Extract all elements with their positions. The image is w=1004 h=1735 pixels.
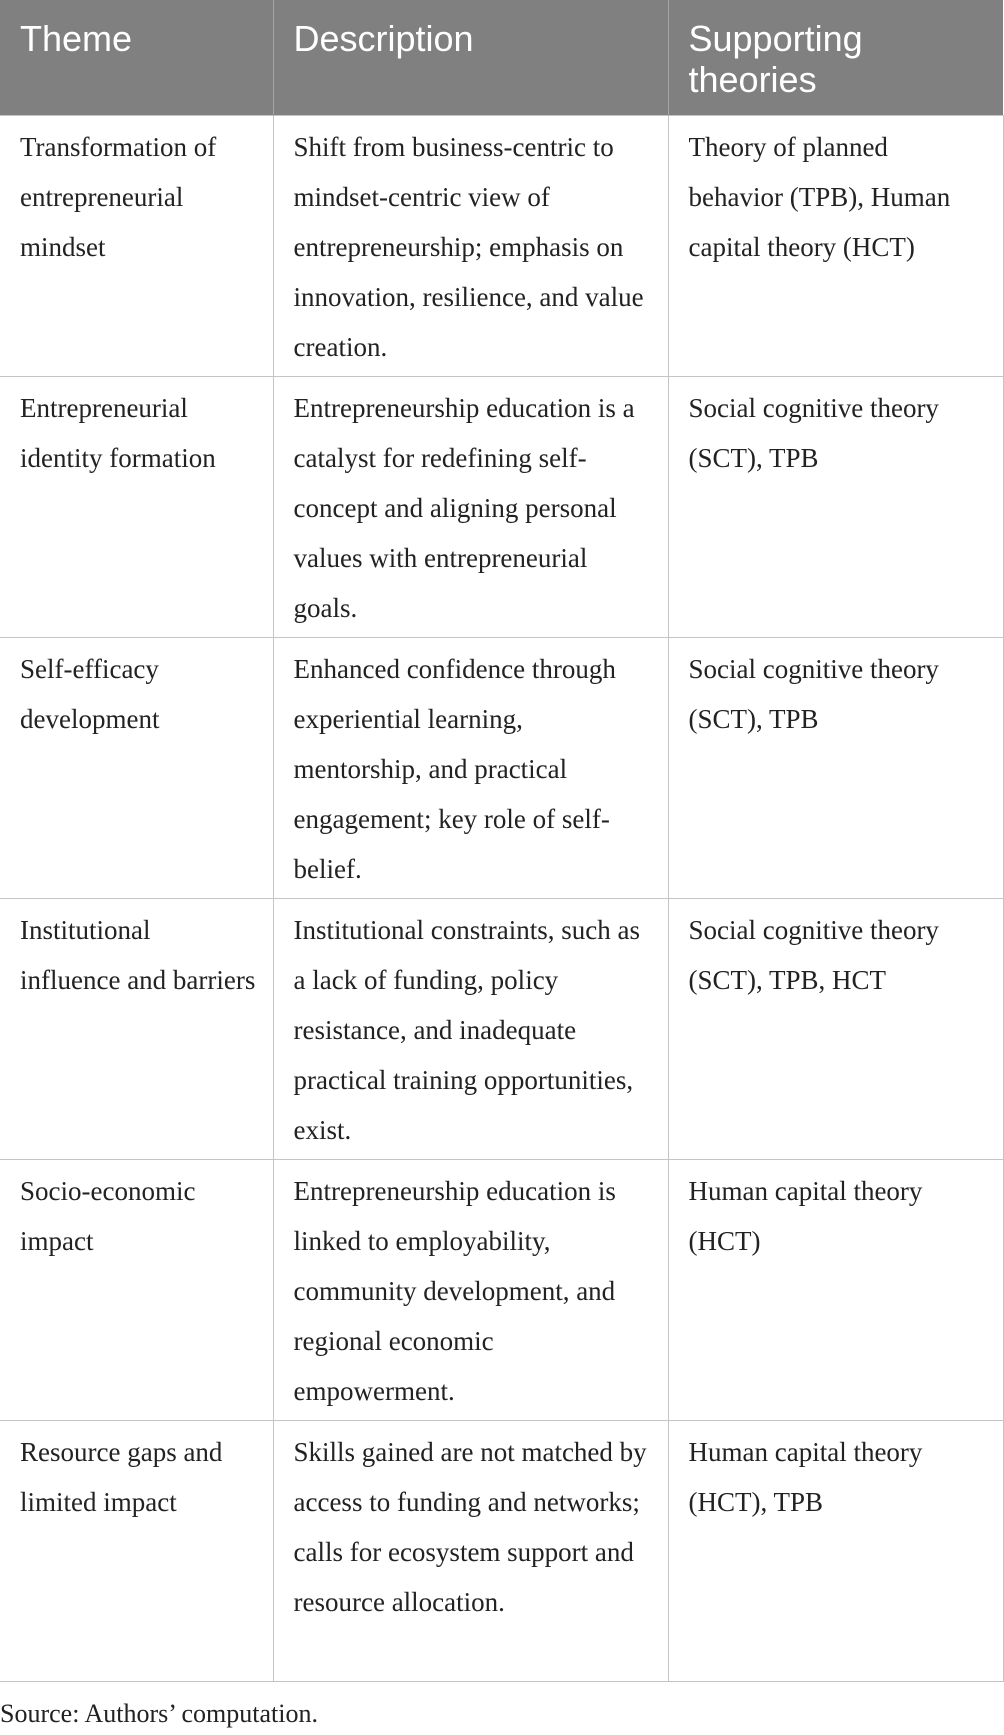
source-note: Source: Authors’ computation.: [0, 1699, 318, 1728]
description-cell: Entrepreneurship education is linked to employability, community development, and regional economic empowerment.: [273, 1159, 668, 1420]
theme-cell: Institutional influence and barriers: [0, 898, 273, 1159]
theories-cell: Theory of planned behavior (TPB), Human capital theory (HCT): [668, 115, 1003, 376]
table-row: [0, 1159, 1003, 1420]
header-supporting-theories: Supporting theories: [668, 0, 1003, 115]
theories-cell: Social cognitive theory (SCT), TPB: [668, 637, 1003, 898]
description-cell: Shift from business-centric to mindset-centric view of entrepreneurship; emphasis on innovation, resilience, and value creation.: [273, 115, 668, 376]
theories-cell: Human capital theory (HCT): [668, 1159, 1003, 1420]
theories-cell: Social cognitive theory (SCT), TPB, HCT: [668, 898, 1003, 1159]
table-row: [0, 115, 1003, 376]
table-header: [0, 0, 1003, 115]
theories-cell: Social cognitive theory (SCT), TPB: [668, 376, 1003, 637]
theme-cell: Entrepreneurial identity formation: [0, 376, 273, 637]
table-row: [0, 898, 1003, 1159]
table-row: [0, 637, 1003, 898]
table-row: [0, 376, 1003, 637]
header-row: [0, 0, 1003, 115]
description-cell: Skills gained are not matched by access to funding and networks; calls for ecosystem support and resource allocation.: [273, 1420, 668, 1681]
table-body: [0, 115, 1003, 1681]
theme-cell: Resource gaps and limited impact: [0, 1420, 273, 1681]
theme-cell: Self-efficacy development: [0, 637, 273, 898]
theories-cell: Human capital theory (HCT), TPB: [668, 1420, 1003, 1681]
description-cell: Enhanced confidence through experiential learning, mentorship, and practical engagement; key role of self-belief.: [273, 637, 668, 898]
description-cell: Institutional constraints, such as a lack of funding, policy resistance, and inadequate practical training opportunities, exist.: [273, 898, 668, 1159]
header-description: Description: [273, 0, 668, 115]
theme-cell: Transformation of entrepreneurial mindset: [0, 115, 273, 376]
table-row: [0, 1420, 1003, 1681]
description-cell: Entrepreneurship education is a catalyst for redefining self-concept and aligning personal values with entrepreneurial goals.: [273, 376, 668, 637]
header-theme: Theme: [0, 0, 273, 115]
theme-cell: Socio-economic impact: [0, 1159, 273, 1420]
